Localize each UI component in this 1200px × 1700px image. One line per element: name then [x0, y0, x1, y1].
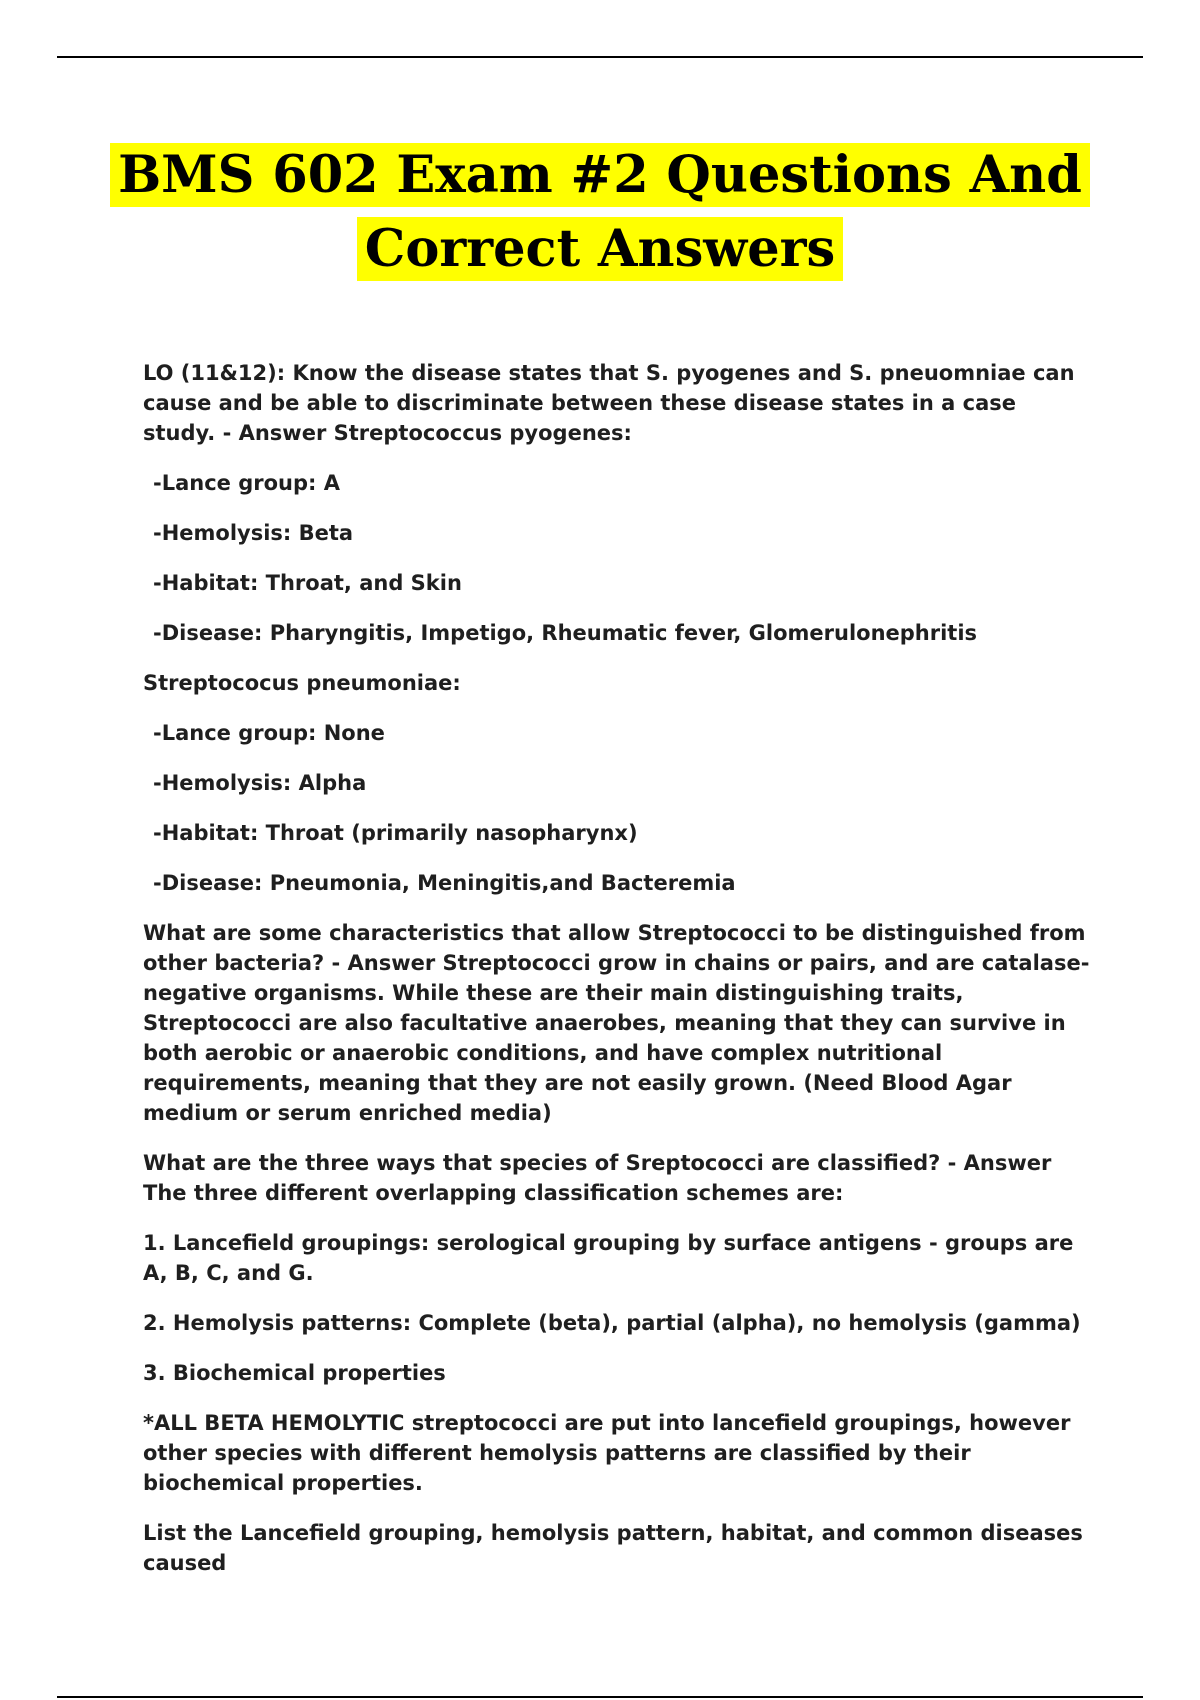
list-item: -Hemolysis: Alpha: [153, 771, 367, 795]
paragraph: 2. Hemolysis patterns: Complete (beta), partial (alpha), no hemolysis (gamma): [143, 1311, 1081, 1335]
title-line-1: BMS 602 Exam #2 Questions And: [110, 143, 1090, 207]
list-item: -Disease: Pharyngitis, Impetigo, Rheumatic fever, Glomerulonephritis: [153, 621, 978, 645]
paragraph: LO (11&12): Know the disease states that S. pyogenes and S. pneuomniae can cause and be able to discriminate between these disease states in a case study. - Answer Streptococcus pyogenes:: [143, 361, 1075, 445]
title-line-2: Correct Answers: [357, 217, 843, 281]
paragraph: Streptococus pneumoniae:: [143, 671, 461, 695]
paragraph: What are the three ways that species of Sreptococci are classified? - Answer The three different overlapping classification schemes are:: [143, 1151, 1052, 1205]
top-rule: [57, 56, 1143, 58]
paragraph: 1. Lancefield groupings: serological grouping by surface antigens - groups are A, B, C, and G.: [143, 1231, 1074, 1285]
list-item: -Hemolysis: Beta: [153, 521, 354, 545]
paragraph: 3. Biochemical properties: [143, 1361, 446, 1385]
paragraph: What are some characteristics that allow Streptococci to be distinguished from other bacteria? - Answer Streptococci grow in chains or pairs, and are catalase-negative organisms. While these are their main distinguishing traits, Streptococci are also facultative anaerobes, meaning that they can survive in both aerobic or anaerobic conditions, and have complex nutritional requirements, meaning that they are not easily grown. (Need Blood Agar medium or serum enriched media): [143, 921, 1090, 1125]
list-item: -Habitat: Throat, and Skin: [153, 571, 462, 595]
list-item: -Habitat: Throat (primarily nasopharynx): [153, 821, 638, 845]
list-item: -Lance group: A: [153, 471, 340, 495]
list-item: -Lance group: None: [153, 721, 385, 745]
bottom-rule: [57, 1696, 1143, 1698]
document-body: [143, 358, 1093, 1598]
document-title: [0, 143, 1200, 281]
paragraph: List the Lancefield grouping, hemolysis pattern, habitat, and common diseases caused: [143, 1521, 1083, 1575]
paragraph: *ALL BETA HEMOLYTIC streptococci are put into lancefield groupings, however other species with different hemolysis patterns are classified by their biochemical properties.: [143, 1411, 1071, 1495]
list-item: -Disease: Pneumonia, Meningitis,and Bacteremia: [153, 871, 736, 895]
